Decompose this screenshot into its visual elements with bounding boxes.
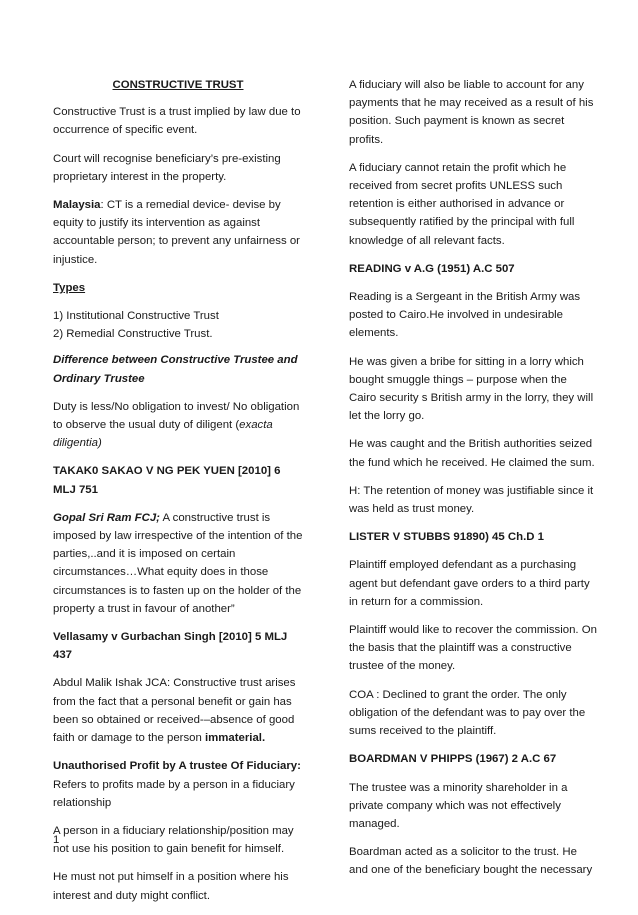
paragraph-reading-2: He was given a bribe for sitting in a lorry which bought smuggle things – purpose when the Cairo security s British army in the lorry, they will let the lorry go. — [349, 355, 594, 423]
paragraph-retain-profit: A fiduciary cannot retain the profit which he received from secret profits UNLESS such retention is either authorised in advance or subsequently ratified by the principal with full knowledge of all relevant facts. — [349, 161, 575, 247]
paragraph-boardman-2: Boardman acted as a solicitor to the trust. He and one of the beneficiary bought the necessary — [349, 846, 593, 877]
type-item-2: 2) Remedial Constructive Trust. — [53, 328, 213, 341]
paragraph-boardman-1: The trustee was a minority shareholder in a private company which was not effectively managed. — [349, 781, 568, 830]
difference-heading: Difference between Constructive Trustee and Ordinary Trustee — [53, 354, 298, 385]
duty-text: Duty is less/No obligation to invest/ No obligation to observe the usual duty of diligent ( — [53, 400, 300, 432]
right-column — [349, 76, 597, 890]
types-list — [53, 307, 303, 343]
malaysia-label: Malaysia — [53, 199, 101, 212]
paragraph-secret-profits: A fiduciary will also be liable to account for any payments that he may received as a result of his position. Such payment is known as secret profits. — [349, 79, 594, 146]
document-title: CONSTRUCTIVE TRUST — [112, 79, 244, 91]
case-heading-vellasamy: Vellasamy v Gurbachan Singh [2010] 5 MLJ 437 — [53, 631, 288, 662]
paragraph-takako — [53, 509, 303, 618]
paragraph-duty — [53, 398, 303, 453]
case-heading-reading: READING v A.G (1951) A.C 507 — [349, 262, 515, 275]
vellasamy-bold: immaterial. — [204, 732, 266, 745]
case-heading-lister: LISTER V STUBBS 91890) 45 Ch.D 1 — [349, 531, 544, 544]
takako-text: A constructive trust is imposed by law irrespective of the intention of the parties,..and it is imposed on certain circumstances…What equity does in those circumstances is to fasten up on the holder of the property a trust in favour of another” — [53, 511, 303, 615]
paragraph-unauthorised — [53, 757, 303, 812]
paragraph-lister-2: Plaintiff would like to recover the commission. On the basis that the plaintiff was a constructive trustee of the money. — [349, 624, 597, 673]
duty-italic: exacta diligentia) — [53, 419, 273, 450]
types-heading: Types — [53, 281, 86, 294]
paragraph-reading-4: H: The retention of money was justifiable since it was held as trust money. — [349, 484, 594, 516]
paragraph-fiduciary-1: A person in a fiduciary relationship/position may not use his position to gain benefit for himself. — [53, 824, 294, 856]
case-heading-boardman: BOARDMAN V PHIPPS (1967) 2 A.C 67 — [349, 753, 557, 766]
judge-name: Gopal Sri Ram FCJ; — [53, 511, 160, 524]
paragraph-vellasamy — [53, 674, 303, 747]
paragraph-malaysia — [53, 196, 303, 269]
paragraph-court: Court will recognise beneficiary’s pre-existing proprietary interest in the property. — [53, 152, 281, 183]
malaysia-text: : CT is a remedial device- devise by equity to justify its intervention as against accountable person; to prevent any unfairness or injustice. — [53, 199, 300, 266]
vellasamy-text: Abdul Malik Ishak JCA: Constructive trust arises from the fact that a personal benefit or gain has been so obtained or received-–absence of good faith or damage to the person — [53, 677, 296, 745]
paragraph-lister-1: Plaintiff employed defendant as a purchasing agent but defendant gave orders to a third party in return for a commission. — [349, 559, 590, 608]
paragraph-reading-3: He was caught and the British authorities seized the fund which he received. He claimed the sum. — [349, 438, 595, 469]
paragraph-definition: Constructive Trust is a trust implied by law due to occurrence of specific event. — [53, 106, 301, 137]
case-heading-takako: TAKAK0 SAKAO V NG PEK YUEN [2010] 6 MLJ 751 — [53, 465, 281, 496]
paragraph-lister-3: COA : Declined to grant the order. The only obligation of the defendant was to pay over the sums received to the plaintiff. — [349, 688, 586, 738]
unauthorised-text: Refers to profits made by a person in a fiduciary relationship — [53, 778, 295, 809]
unauthorised-heading: Unauthorised Profit by A trustee Of Fiduciary: — [53, 760, 301, 773]
type-item-1: 1) Institutional Constructive Trust — [53, 310, 219, 323]
paragraph-reading-1: Reading is a Sergeant in the British Army was posted to Cairo.He involved in undesirable elements. — [349, 291, 581, 340]
page-number: 1 — [53, 834, 60, 846]
paragraph-fiduciary-2: He must not put himself in a position where his interest and duty might conflict. — [53, 871, 289, 902]
left-column — [53, 76, 303, 915]
